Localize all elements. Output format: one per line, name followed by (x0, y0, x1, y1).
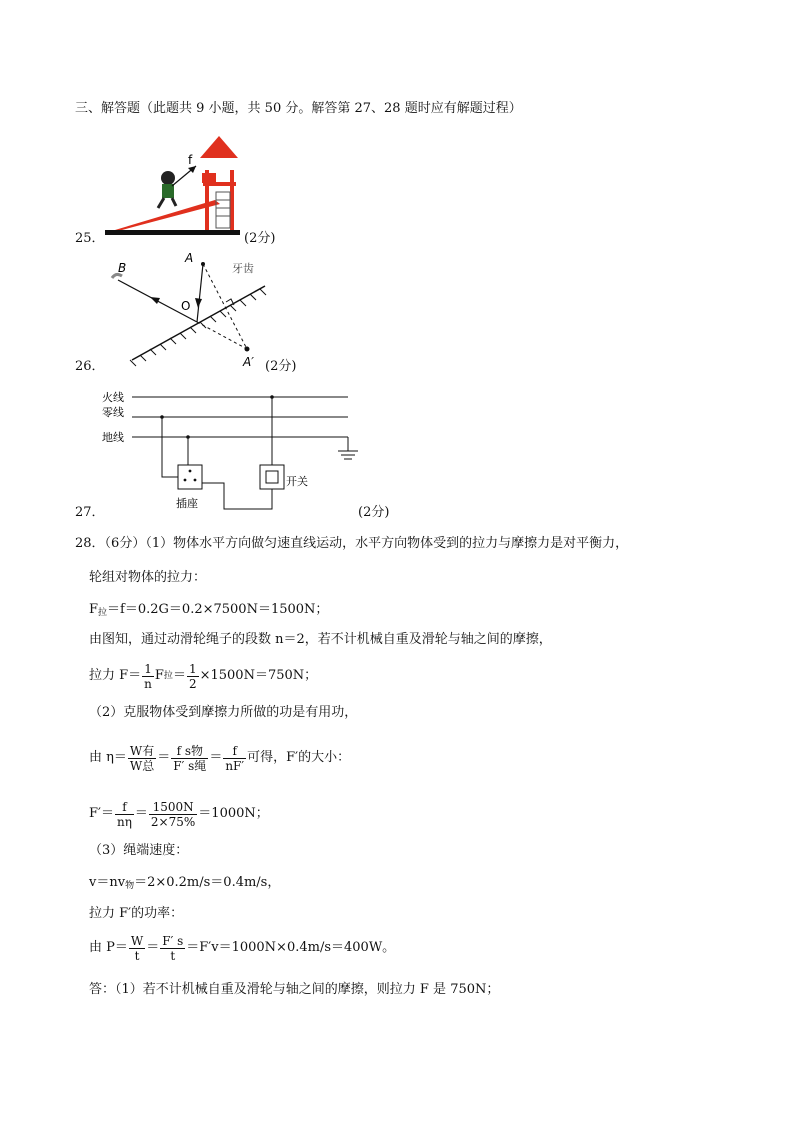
svg-text:开关: 开关 (286, 475, 308, 488)
q28-line4: 由图知，通过动滑轮绳子的段数 n＝2，若不计机械自重及滑轮与轴之间的摩擦， (89, 632, 552, 647)
q28-intro: 28．（6分）（1）物体水平方向做匀速直线运动，水平方向物体受到的拉力与摩擦力是对平衡力， (75, 536, 629, 551)
q28-part3: （3）绳端速度： (89, 843, 189, 858)
incident-ray (197, 264, 203, 322)
ladder (216, 192, 230, 228)
q27-points: (2分) (358, 505, 390, 520)
image-construction (203, 264, 247, 349)
q28-power-eq: 由 P＝ $\frac{W}{t}$ ＝ $\frac{F' s}{t}$ ＝F′v＝1000N×0.4m/s＝400W。 (89, 933, 396, 963)
q28-fprime-eq: F′＝ $\frac{f}{n\eta}$ ＝ $\frac{1500N}{2\times 75\%}$ ＝1000N； (89, 799, 269, 829)
q28-line2: 轮组对物体的拉力： (89, 570, 207, 585)
reflection-figure (100, 248, 280, 368)
svg-text:A: A (185, 251, 194, 265)
q28-velocity-eq: $v=nv_物=2\times 0.2m/s=0.4m/s$， (89, 875, 281, 891)
section-heading: 三、解答题（此题共 9 小题，共 50 分。解答第 27、28 题时应有解题过程） (75, 101, 522, 116)
slide-figure (100, 130, 250, 242)
switch-box (260, 465, 284, 489)
q26-points: (2分) (265, 359, 297, 374)
svg-text:B: B (118, 261, 127, 275)
svg-text:插座: 插座 (176, 497, 198, 510)
tower-box (202, 173, 216, 183)
q28-efficiency-eq: 由 η＝ $\frac{\text{W有}}{\text{W总}}$ ＝ $\frac{\text{f s物}}{\text{F′ s绳}}$ ＝ $\frac{f}{nF'}$ 可得，F′的大小： (89, 743, 351, 773)
roof (200, 136, 238, 158)
q28-pull-force-eq: $F_拉=f=0.2G=0.2\times 7500N=1500N$； (89, 602, 329, 618)
circuit-figure (100, 385, 370, 510)
svg-text:O: O (181, 299, 191, 313)
force-label: f (188, 153, 193, 167)
q26-number: 26． (75, 359, 105, 374)
ground-line (105, 230, 240, 235)
q28-part2: （2）克服物体受到摩擦力所做的功是有用功， (89, 705, 358, 720)
image-point (245, 347, 250, 352)
slide-surface (115, 200, 220, 230)
svg-text:地线: 地线 (102, 431, 124, 444)
q28-power-label: 拉力 F′的功率： (89, 906, 184, 921)
svg-text:牙齿: 牙齿 (232, 262, 254, 275)
q25-number: 25． (75, 231, 105, 246)
child-head (161, 171, 175, 185)
q28-answer: 答：（1）若不计机械自重及滑轮与轴之间的摩擦，则拉力 F 是 750N； (89, 982, 500, 997)
svg-text:A′: A′ (243, 355, 254, 368)
q25-points: (2分) (244, 231, 276, 246)
q27-number: 27． (75, 505, 105, 520)
tower-post-right (230, 170, 234, 230)
svg-text:零线: 零线 (102, 406, 124, 419)
socket-box (178, 465, 202, 489)
q28-force-eq: 拉力 F＝ $\frac{1}{n}$ F 拉 ＝ $\frac{1}{2}$ ×1500N＝750N； (89, 661, 318, 691)
svg-text:火线: 火线 (102, 391, 124, 404)
